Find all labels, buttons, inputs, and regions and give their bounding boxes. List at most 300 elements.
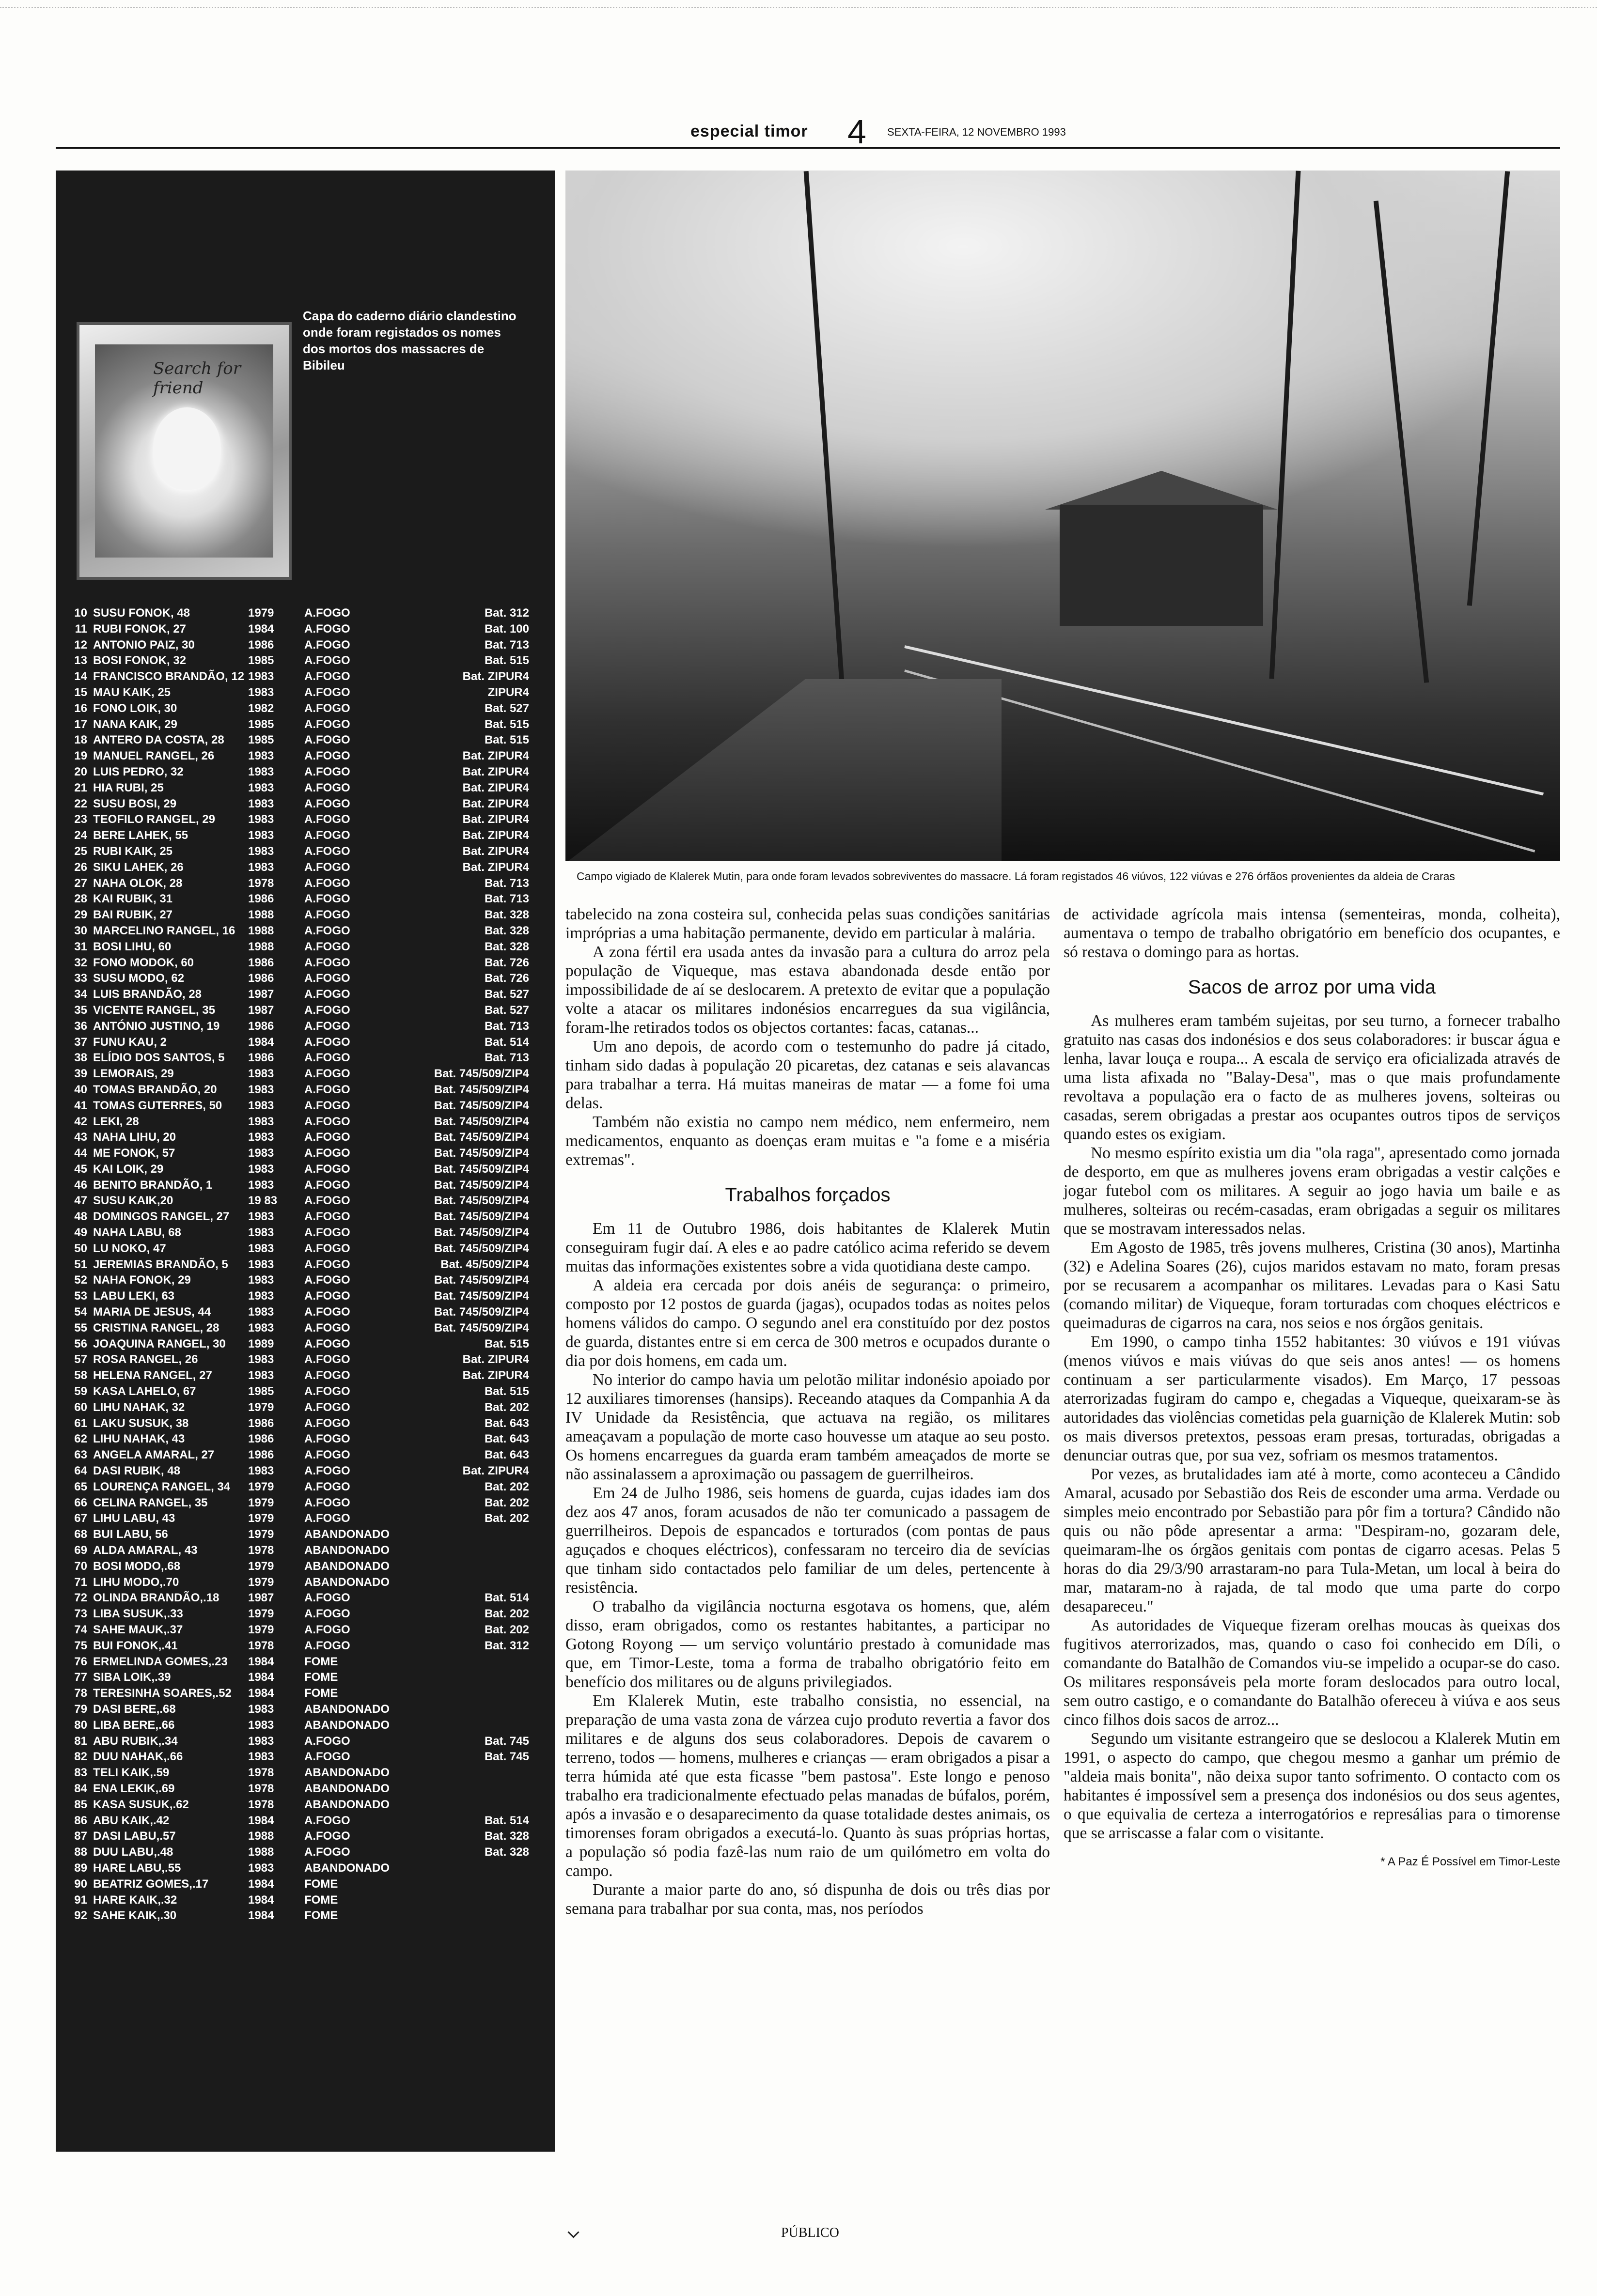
photo-caption: Campo vigiado de Klalerek Mutin, para onde foram levados sobreviventes do massacre. Lá foram registados 46 viúvos, 122 viúvas e 276 órfãos provenientes da aldeia de Craras	[577, 870, 1455, 883]
cause-of-death: A.FOGO	[304, 1019, 350, 1033]
row-number: 74	[74, 1623, 87, 1636]
year-of-death: 1983	[248, 1067, 274, 1081]
cause-of-death: A.FOGO	[304, 1639, 350, 1652]
paragraph: tabelecido na zona costeira sul, conhecida pelas suas condições sanitárias impróprias a uma habitação permanente, devido em particular à malária.	[565, 905, 1050, 942]
death-list-row	[68, 1178, 543, 1194]
paragraph: A aldeia era cercada por dois anéis de segurança: o primeiro, composto por 12 postos de guarda (jagas), ocupados todas as noites pelos homens válidos do campo. O segundo anel era constituído por dez postos de guarda, distantes entre si em cerca de 300 metros e ocupados durante o dia por dois homens, em cada um.	[565, 1276, 1050, 1370]
death-list-row	[68, 621, 543, 637]
military-unit: Bat. 643	[484, 1432, 529, 1446]
death-list-row	[68, 1050, 543, 1066]
source-credit: * A Paz É Possível em Timor-Leste	[1380, 1855, 1560, 1868]
victim-name: KAI RUBIK, 31	[93, 892, 173, 906]
row-number: 36	[74, 1019, 87, 1033]
row-number: 20	[74, 765, 87, 778]
row-number: 67	[74, 1512, 87, 1525]
death-list-row	[68, 1590, 543, 1606]
military-unit: Bat. ZIPUR4	[462, 781, 529, 794]
victim-name: ENA LEKIK,.69	[93, 1782, 175, 1795]
paragraph: Segundo um visitante estrangeiro que se deslocou a Klalerek Mutin em 1991, o aspecto do campo, que chegou mesmo a ganhar um prémio de "aldeia mais bonita", não deixa supor tanto sofrimento. O contacto com os habitantes é impossível sem a presença dos indonésios ou dos seus agentes, o que equivalia de certeza a interrogatórios e represálias para o timorense que se arriscasse a falar com o visitante.	[1064, 1730, 1560, 1842]
row-number: 10	[74, 606, 87, 620]
victim-name: CELINA RANGEL, 35	[93, 1496, 208, 1509]
victim-name: DUU NAHAK,.66	[93, 1750, 183, 1764]
military-unit: Bat. 202	[484, 1607, 529, 1621]
victim-name: MARCELINO RANGEL, 16	[93, 924, 235, 937]
victim-name: LEMORAIS, 29	[93, 1067, 174, 1081]
year-of-death: 1983	[248, 670, 274, 683]
row-number: 40	[74, 1083, 87, 1096]
death-list-row	[68, 1003, 543, 1019]
year-of-death: 1979	[248, 1607, 274, 1621]
checkmark-icon	[567, 2226, 579, 2238]
year-of-death: 1986	[248, 1448, 274, 1462]
row-number: 60	[74, 1400, 87, 1414]
row-number: 76	[74, 1655, 87, 1668]
victim-name: FONO LOIK, 30	[93, 701, 177, 715]
cause-of-death: A.FOGO	[304, 1464, 350, 1478]
death-list-row	[68, 1463, 543, 1479]
victim-name: DOMINGOS RANGEL, 27	[93, 1210, 230, 1224]
cause-of-death: A.FOGO	[304, 1067, 350, 1081]
military-unit: Bat. 202	[484, 1480, 529, 1493]
cause-of-death: ABANDONADO	[304, 1702, 390, 1716]
year-of-death: 1983	[248, 1750, 274, 1764]
cause-of-death: A.FOGO	[304, 1321, 350, 1334]
row-number: 56	[74, 1337, 87, 1350]
year-of-death: 1983	[248, 860, 274, 874]
cause-of-death: FOME	[304, 1671, 338, 1684]
military-unit: Bat. 745/509/ZIP4	[434, 1226, 529, 1240]
victim-name: DASI LABU,.57	[93, 1830, 176, 1843]
death-list-row	[68, 891, 543, 907]
page-edge-speckle	[0, 0, 1597, 8]
death-list-row	[68, 1606, 543, 1622]
victim-name: LIHU MODO,.70	[93, 1575, 179, 1589]
cause-of-death: ABANDONADO	[304, 1559, 390, 1573]
military-unit: Bat. 515	[484, 654, 529, 667]
year-of-death: 1988	[248, 908, 274, 922]
death-list-row	[68, 1352, 543, 1368]
military-unit: Bat. 515	[484, 733, 529, 747]
row-number: 88	[74, 1846, 87, 1859]
victim-name: SIKU LAHEK, 26	[93, 860, 184, 874]
dirt-road	[565, 679, 1002, 861]
year-of-death: 1983	[248, 1718, 274, 1732]
row-number: 80	[74, 1718, 87, 1732]
row-number: 89	[74, 1861, 87, 1875]
row-number: 91	[74, 1893, 87, 1907]
victim-name: OLINDA BRANDÃO,.18	[93, 1591, 219, 1605]
victim-name: LIBA SUSUK,.33	[93, 1607, 183, 1621]
cause-of-death: A.FOGO	[304, 972, 350, 985]
death-list-row	[68, 701, 543, 717]
year-of-death: 1987	[248, 988, 274, 1001]
cause-of-death: A.FOGO	[304, 1241, 350, 1255]
year-of-death: 1984	[248, 622, 274, 636]
death-list-row	[68, 1845, 543, 1861]
year-of-death: 1978	[248, 1782, 274, 1795]
victim-name: SAHE KAIK,.30	[93, 1909, 177, 1923]
year-of-death: 1986	[248, 956, 274, 969]
cause-of-death: A.FOGO	[304, 1750, 350, 1764]
death-list-row	[68, 732, 543, 748]
row-number: 22	[74, 797, 87, 810]
row-number: 68	[74, 1528, 87, 1541]
death-list-row	[68, 1622, 543, 1638]
year-of-death: 1983	[248, 1147, 274, 1160]
year-of-death: 1983	[248, 1734, 274, 1748]
death-list-row	[68, 860, 543, 876]
year-of-death: 1983	[248, 1178, 274, 1192]
military-unit: Bat. 745/509/ZIP4	[434, 1273, 529, 1287]
death-list-row	[68, 1304, 543, 1320]
year-of-death: 1988	[248, 1830, 274, 1843]
victim-name: MARIA DE JESUS, 44	[93, 1305, 211, 1319]
death-list-row	[68, 1082, 543, 1098]
year-of-death: 1983	[248, 1115, 274, 1128]
year-of-death: 1986	[248, 1051, 274, 1065]
row-number: 31	[74, 940, 87, 953]
cause-of-death: A.FOGO	[304, 1178, 350, 1192]
victim-name: ANGELA AMARAL, 27	[93, 1448, 215, 1462]
paragraph: As autoridades de Viqueque fizeram orelhas moucas às queixas dos fugitivos aterrorizados, mas, quando o caso foi conhecido em Díli, o comandante do Batalhão de Comandos viu-se impelido a ocupar-se do caso. Os militares responsáveis pela morte foram deslocados para outro local, sem outro castigo, e o comandante do Batalhão ofereceu à viúva e aos seus cinco filhos dois sacos de arroz...	[1064, 1616, 1560, 1729]
paragraph: Em 1990, o campo tinha 1552 habitantes: 30 viúvos e 191 viúvas (menos viúvos e mais viúvas do que seis anos antes! — os homens continuam a ser particularmente visados). Em Março, 17 pessoas aterrorizadas fugiram do campo e, chegadas a Viqueque, queixaram-se às autoridades das violências cometidas pela guarnição de Klalerek Mutin: sob os mais diversos pretextos, pessoas eram presas, torturadas, obrigadas a denunciar outras que, por sua vez, sofriam os mesmos tratamentos.	[1064, 1333, 1560, 1464]
military-unit: Bat. ZIPUR4	[462, 1464, 529, 1478]
year-of-death: 1983	[248, 1162, 274, 1176]
page-header	[56, 115, 1560, 149]
year-of-death: 1979	[248, 606, 274, 620]
victim-name: BOSI LIHU, 60	[93, 940, 172, 953]
death-list-row	[68, 780, 543, 796]
military-unit: Bat. 527	[484, 1003, 529, 1017]
victim-name: FRANCISCO BRANDÃO, 12	[93, 670, 245, 683]
death-list-row	[68, 812, 543, 828]
cause-of-death: A.FOGO	[304, 1083, 350, 1096]
cause-of-death: A.FOGO	[304, 924, 350, 937]
cause-of-death: A.FOGO	[304, 717, 350, 731]
death-list-row	[68, 1734, 543, 1750]
cause-of-death: A.FOGO	[304, 1448, 350, 1462]
victim-name: FONO MODOK, 60	[93, 956, 194, 969]
death-list-row	[68, 669, 543, 685]
paragraph: Em Klalerek Mutin, este trabalho consistia, no essencial, na preparação de uma vasta zona de várzea cujo produto revertia a favor dos militares e de alguns dos seus colaboradores. Depois de cavarem o terreno, todos — homens, mulheres e crianças — eram obrigados a pisar a terra húmida até que esta ficasse "bem pastosa". Este longo e penoso trabalho era tradicionalmente efectuado pelas manadas de búfalos, porém, após a invasão e o desaparecimento da quase totalidade destes animais, os timorenses foram obrigados a executá-lo. Quanto às suas próprias hortas, a população só podia fazê-las num raio de um quilómetro em volta do campo.	[565, 1692, 1050, 1880]
death-list-row	[68, 1320, 543, 1336]
victim-name: LIHU NAHAK, 43	[93, 1432, 185, 1446]
row-number: 79	[74, 1702, 87, 1716]
cause-of-death: ABANDONADO	[304, 1861, 390, 1875]
row-number: 13	[74, 654, 87, 667]
death-list-row	[68, 1861, 543, 1877]
cause-of-death: A.FOGO	[304, 1257, 350, 1271]
military-unit: Bat. 745/509/ZIP4	[434, 1083, 529, 1096]
victim-name: DUU LABU,.48	[93, 1846, 173, 1859]
death-list-row	[68, 1908, 543, 1924]
cause-of-death: A.FOGO	[304, 1035, 350, 1049]
death-list-row	[68, 1638, 543, 1654]
row-number: 27	[74, 876, 87, 890]
death-list-row	[68, 1146, 543, 1162]
row-number: 78	[74, 1687, 87, 1700]
victim-name: HELENA RANGEL, 27	[93, 1369, 212, 1382]
death-list-row	[68, 1797, 543, 1813]
military-unit: ZIPUR4	[487, 685, 529, 699]
year-of-death: 1983	[248, 829, 274, 842]
victim-name: SAHE MAUK,.37	[93, 1623, 183, 1636]
military-unit: Bat. 643	[484, 1448, 529, 1462]
victim-name: NAHA LIHU, 20	[93, 1131, 176, 1144]
cause-of-death: A.FOGO	[304, 654, 350, 667]
cause-of-death: A.FOGO	[304, 606, 350, 620]
cause-of-death: A.FOGO	[304, 892, 350, 906]
victim-name: ERMELINDA GOMES,.23	[93, 1655, 228, 1668]
victim-name: HARE LABU,.55	[93, 1861, 181, 1875]
cause-of-death: A.FOGO	[304, 1353, 350, 1366]
cause-of-death: A.FOGO	[304, 1432, 350, 1446]
row-number: 55	[74, 1321, 87, 1334]
cause-of-death: FOME	[304, 1687, 338, 1700]
victim-name: CRISTINA RANGEL, 28	[93, 1321, 219, 1334]
victim-name: LIHU LABU, 43	[93, 1512, 175, 1525]
military-unit: Bat. 713	[484, 876, 529, 890]
row-number: 82	[74, 1750, 87, 1764]
death-list-row	[68, 1384, 543, 1400]
year-of-death: 1983	[248, 1353, 274, 1366]
row-number: 57	[74, 1353, 87, 1366]
paragraph: Em 11 de Outubro 1986, dois habitantes de Klalerek Mutin conseguiram fugir daí. A eles e ao padre católico acima referido se devem muitas das informações existentes sobre a vida quotidiana deste campo.	[565, 1220, 1050, 1275]
military-unit: Bat. 515	[484, 1337, 529, 1350]
victim-name: NANA KAIK, 29	[93, 717, 177, 731]
cause-of-death: A.FOGO	[304, 1607, 350, 1621]
military-unit: Bat. ZIPUR4	[462, 860, 529, 874]
cause-of-death: FOME	[304, 1909, 338, 1923]
year-of-death: 1978	[248, 1766, 274, 1780]
death-list-row	[68, 939, 543, 955]
victim-name: TELI KAIK,.59	[93, 1766, 170, 1780]
row-number: 90	[74, 1877, 87, 1891]
death-list-row	[68, 1765, 543, 1781]
victim-name: NAHA FONOK, 29	[93, 1273, 191, 1287]
year-of-death: 1986	[248, 1432, 274, 1446]
victim-name: NAHA OLOK, 28	[93, 876, 183, 890]
victim-name: BOSI FONOK, 32	[93, 654, 187, 667]
cause-of-death: A.FOGO	[304, 956, 350, 969]
year-of-death: 1983	[248, 1226, 274, 1240]
diary-cover-image	[77, 322, 292, 580]
death-list-row	[68, 923, 543, 939]
row-number: 92	[74, 1909, 87, 1923]
death-list-row	[68, 1670, 543, 1686]
year-of-death: 1978	[248, 1798, 274, 1811]
victim-name: SUSU MODO, 62	[93, 972, 185, 985]
row-number: 54	[74, 1305, 87, 1319]
military-unit: Bat. 202	[484, 1496, 529, 1509]
military-unit: Bat. 713	[484, 638, 529, 652]
year-of-death: 1984	[248, 1893, 274, 1907]
military-unit: Bat. 514	[484, 1814, 529, 1827]
paragraph: As mulheres eram também sujeitas, por seu turno, a fornecer trabalho gratuito nas casas dos indonésios e dos seus colaboradores: ir buscar água e lenha, lavar louça e roupa... A escala de serviço era oficializada através de uma lista afixada no "Balay-Desa", mas o que mais profundamente revoltava a população era o facto de as mulheres jovens, solteiras ou casadas, serem obrigadas a prestar aos ocupantes outros tipos de serviços quando estes os exigiam.	[1064, 1012, 1560, 1143]
year-of-death: 1983	[248, 1257, 274, 1271]
death-list-row	[68, 1098, 543, 1114]
military-unit: Bat. 515	[484, 1385, 529, 1398]
row-number: 65	[74, 1480, 87, 1493]
row-number: 61	[74, 1416, 87, 1430]
victim-name: KASA SUSUK,.62	[93, 1798, 189, 1811]
cause-of-death: A.FOGO	[304, 1305, 350, 1319]
victim-name: MANUEL RANGEL, 26	[93, 749, 215, 763]
cause-of-death: A.FOGO	[304, 988, 350, 1001]
death-list-row	[68, 1257, 543, 1273]
subheading: Trabalhos forçados	[725, 1184, 891, 1206]
military-unit: Bat. 312	[484, 606, 529, 620]
victim-name: TEOFILO RANGEL, 29	[93, 813, 216, 826]
year-of-death: 19 83	[248, 1194, 278, 1208]
cause-of-death: A.FOGO	[304, 622, 350, 636]
cause-of-death: A.FOGO	[304, 860, 350, 874]
victim-name: SUSU KAIK,20	[93, 1194, 173, 1208]
row-number: 53	[74, 1289, 87, 1303]
victim-name: ALDA AMARAL, 43	[93, 1544, 198, 1557]
victim-name: ELÍDIO DOS SANTOS, 5	[93, 1051, 225, 1065]
military-unit: Bat. 643	[484, 1416, 529, 1430]
row-number: 19	[74, 749, 87, 763]
year-of-death: 1984	[248, 1687, 274, 1700]
military-unit: Bat. 312	[484, 1639, 529, 1652]
victim-name: LOURENÇA RANGEL, 34	[93, 1480, 231, 1493]
military-unit: Bat. 713	[484, 1051, 529, 1065]
victim-name: KASA LAHELO, 67	[93, 1385, 196, 1398]
year-of-death: 1983	[248, 781, 274, 794]
cause-of-death: A.FOGO	[304, 670, 350, 683]
death-list-row	[68, 637, 543, 653]
victim-name: NAHA LABU, 68	[93, 1226, 181, 1240]
military-unit: Bat. ZIPUR4	[462, 1353, 529, 1366]
military-unit: Bat. 726	[484, 956, 529, 969]
year-of-death: 1983	[248, 685, 274, 699]
year-of-death: 1989	[248, 1337, 274, 1350]
paragraph: Em Agosto de 1985, três jovens mulheres, Cristina (30 anos), Martinha (32) e Adelina Soares (26), cujos maridos estavam no mato, foram presas por se recusarem a acompanhar os militares. Levadas para o Kasi Satu (comando militar) de Viqueque, foram torturadas com choques eléctricos e queimaduras de cigarros na cara, nos seios e nos órgãos genitais.	[1064, 1239, 1560, 1332]
victim-name: LIHU NAHAK, 32	[93, 1400, 185, 1414]
cause-of-death: A.FOGO	[304, 1162, 350, 1176]
row-number: 44	[74, 1147, 87, 1160]
row-number: 32	[74, 956, 87, 969]
cause-of-death: A.FOGO	[304, 1591, 350, 1605]
row-number: 33	[74, 972, 87, 985]
death-list-row	[68, 685, 543, 701]
row-number: 45	[74, 1162, 87, 1176]
row-number: 41	[74, 1099, 87, 1112]
military-unit: Bat. 328	[484, 940, 529, 953]
year-of-death: 1983	[248, 797, 274, 810]
death-list-row	[68, 764, 543, 780]
year-of-death: 1984	[248, 1671, 274, 1684]
death-list-row	[68, 1495, 543, 1511]
military-unit: Bat. 514	[484, 1035, 529, 1049]
victim-name: BUI FONOK,.41	[93, 1639, 178, 1652]
death-list-row	[68, 1209, 543, 1225]
death-list-row	[68, 1511, 543, 1527]
year-of-death: 1984	[248, 1877, 274, 1891]
paragraph: O trabalho da vigilância nocturna esgotava os homens, que, além disso, eram obrigados, como os restantes habitantes, a participar no Gotong Royong — um serviço voluntário prestado à comunidade mas que, em Timor-Leste, toma a forma de trabalho obrigatório feito em benefício dos militares ou de alguns privilegiados.	[565, 1598, 1050, 1691]
death-list-row	[68, 1431, 543, 1447]
victim-name: DASI RUBIK, 48	[93, 1464, 181, 1478]
death-list-row	[68, 1702, 543, 1718]
cause-of-death: A.FOGO	[304, 1400, 350, 1414]
cover-caption: Capa do caderno diário clandestino onde foram registados os nomes dos mortos dos massacres de Bibileu	[303, 309, 517, 372]
year-of-death: 1984	[248, 1655, 274, 1668]
paragraph: A zona fértil era usada antes da invasão para a cultura do arroz pela população de Viqueque, mas estava abandonada desde então por impossibilidade de aí se deslocarem. A pretexto de evitar que a população volte a atacar os militares indonésios encarregues da sua vigilância, foram-lhe retirados todos os objectos cortantes: facas, catanas...	[565, 943, 1050, 1037]
cause-of-death: A.FOGO	[304, 1131, 350, 1144]
death-list-row	[68, 1527, 543, 1543]
year-of-death: 1983	[248, 765, 274, 778]
death-list-row	[68, 1479, 543, 1495]
paragraph: Por vezes, as brutalidades iam até à morte, como aconteceu a Cândido Amaral, acusado por Sebastião dos Reis de esconder uma arma. Verdade ou simples meio encontrado por Sebastião para pôr fim a tortura? Cândido não quis ou não pôde apresentar a arma: "Despiram-no, gozaram dele, queimaram-lhe os órgãos genitais com pontas de cigarro acesas. Pelas 5 horas do dia 29/3/90 arrastaram-no para Tula-Metan, um local à beira do mar, mataram-no à rajada, de tal modo que uma parte do corpo desapareceu."	[1064, 1465, 1560, 1615]
cause-of-death: ABANDONADO	[304, 1798, 390, 1811]
paragraph: No interior do campo havia um pelotão militar indonésio apoiado por 12 auxiliares timorenses (hansips). Receando ataques da Companhia A da IV Unidade da Resistência, que actuava na região, os militares ameaçavam a população de morte caso houvesse um ataque ao seu posto. Os homens encarregues da guarda eram também ameaçados de morte se não assinalassem a aproximação ou passagem de guerrilheiros.	[565, 1371, 1050, 1483]
victim-name: JEREMIAS BRANDÃO, 5	[93, 1257, 228, 1271]
row-number: 17	[74, 717, 87, 731]
row-number: 37	[74, 1035, 87, 1049]
death-list-row	[68, 717, 543, 733]
subheading: Sacos de arroz por uma vida	[1188, 977, 1436, 998]
year-of-death: 1983	[248, 1861, 274, 1875]
cause-of-death: A.FOGO	[304, 1115, 350, 1128]
military-unit: Bat. 202	[484, 1623, 529, 1636]
death-list-row	[68, 1162, 543, 1178]
death-list-row	[68, 955, 543, 971]
victim-name: ANTONIO PAIZ, 30	[93, 638, 195, 652]
cause-of-death: ABANDONADO	[304, 1782, 390, 1795]
military-unit: Bat. ZIPUR4	[462, 749, 529, 763]
death-list-row	[68, 1416, 543, 1432]
military-unit: Bat. 713	[484, 892, 529, 906]
victim-name: TERESINHA SOARES,.52	[93, 1687, 232, 1700]
paragraph: de actividade agrícola mais intensa (sementeiras, monda, colheita), aumentava o tempo de trabalho obrigatório em benefício dos ocupantes, e só restava o domingo para as hortas.	[1064, 905, 1560, 961]
death-list-row	[68, 1368, 543, 1384]
year-of-death: 1983	[248, 749, 274, 763]
death-list-row	[68, 1877, 543, 1893]
cause-of-death: A.FOGO	[304, 1480, 350, 1493]
military-unit: Bat. 745/509/ZIP4	[434, 1162, 529, 1176]
victim-name: ABU KAIK,.42	[93, 1814, 170, 1827]
victim-name: TOMAS GUTERRES, 50	[93, 1099, 222, 1112]
cause-of-death: A.FOGO	[304, 1099, 350, 1112]
cover-illustration	[95, 344, 273, 558]
row-number: 30	[74, 924, 87, 937]
victim-name: LUIS PEDRO, 32	[93, 765, 184, 778]
death-list-row	[68, 653, 543, 669]
row-number: 84	[74, 1782, 87, 1795]
military-unit: Bat. ZIPUR4	[462, 797, 529, 810]
year-of-death: 1983	[248, 844, 274, 858]
death-list-row	[68, 1575, 543, 1591]
row-number: 81	[74, 1734, 87, 1748]
death-list-row	[68, 1447, 543, 1463]
victim-name: BOSI MODO,.68	[93, 1559, 181, 1573]
year-of-death: 1983	[248, 1305, 274, 1319]
cause-of-death: A.FOGO	[304, 1623, 350, 1636]
military-unit: Bat. 745/509/ZIP4	[434, 1067, 529, 1081]
victim-name: HARE KAIK,.32	[93, 1893, 177, 1907]
row-number: 75	[74, 1639, 87, 1652]
cover-script-text: Search for friend	[153, 359, 241, 398]
victim-name: BERE LAHEK, 55	[93, 829, 188, 842]
row-number: 85	[74, 1798, 87, 1811]
year-of-death: 1985	[248, 717, 274, 731]
death-list-row	[68, 828, 543, 844]
row-number: 34	[74, 988, 87, 1001]
victim-name: LUIS BRANDÃO, 28	[93, 988, 202, 1001]
victim-name: KAI LOIK, 29	[93, 1162, 164, 1176]
military-unit: Bat. 745/509/ZIP4	[434, 1147, 529, 1160]
